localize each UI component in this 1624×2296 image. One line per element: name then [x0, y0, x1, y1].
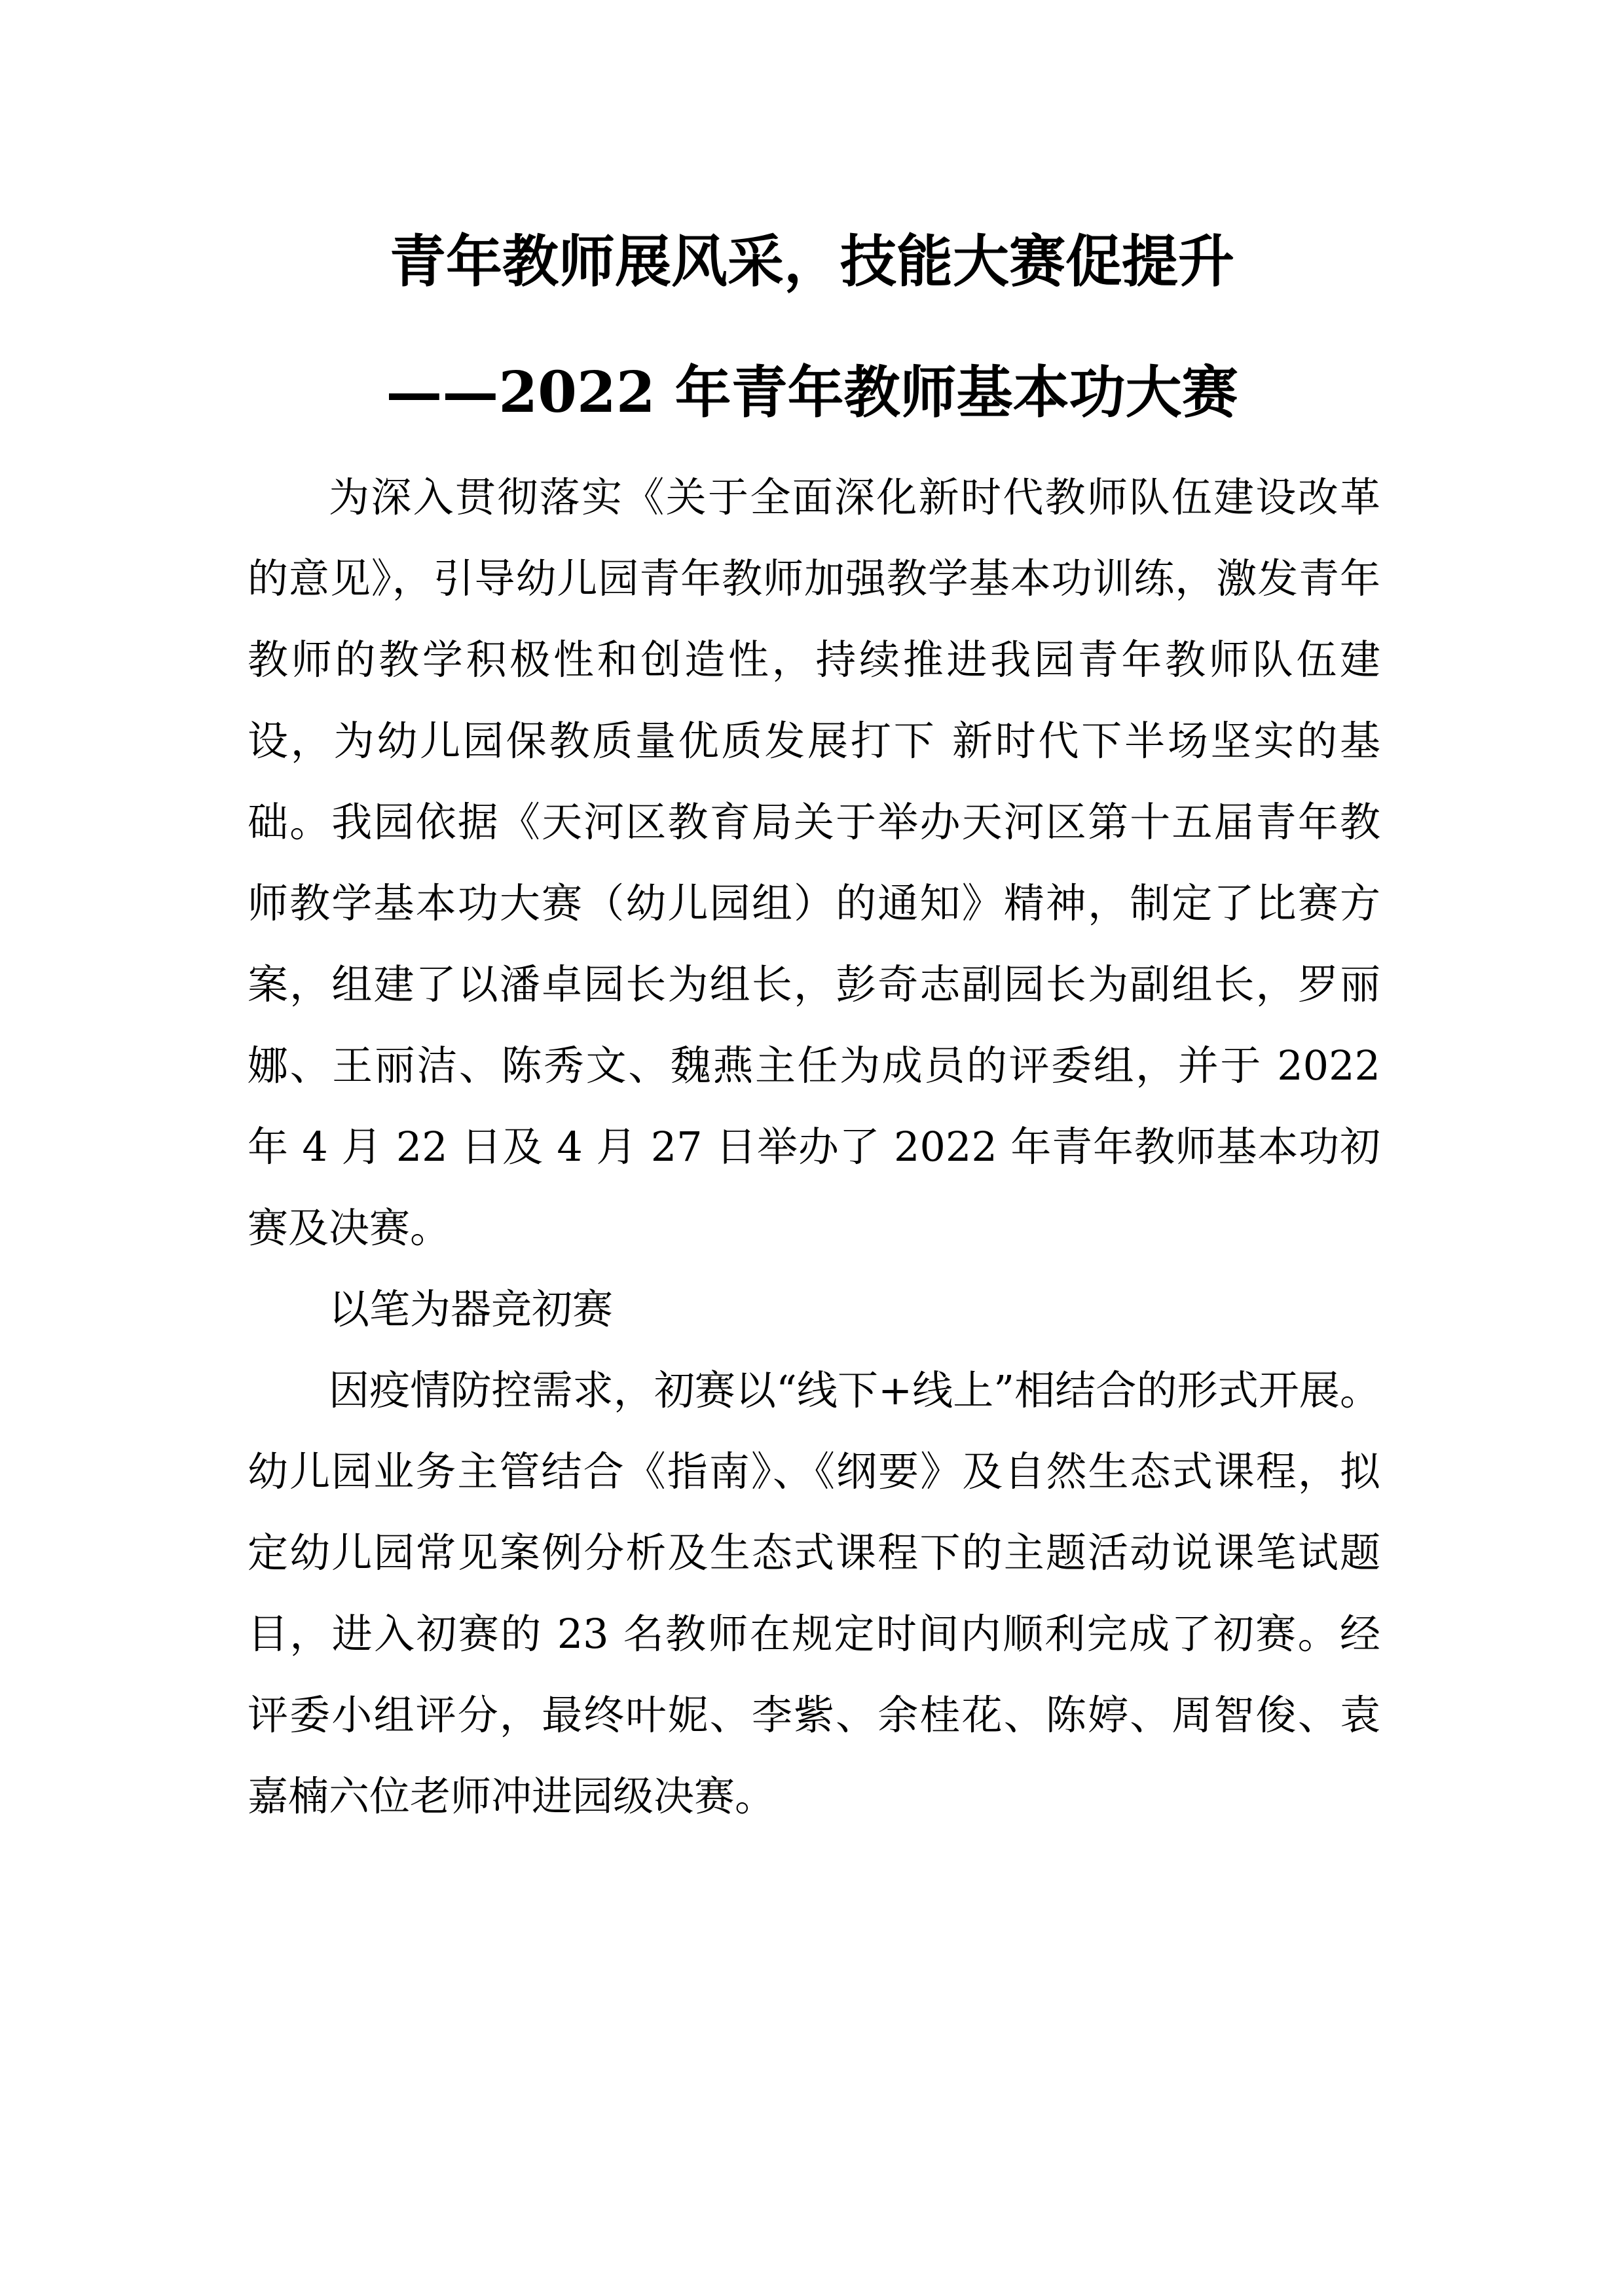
paragraph-preliminary: 因疫情防控需求，初赛以“线下+线上”相结合的形式开展。幼儿园业务主管结合《指南》、《纲要》及自然生态式课程，拟定幼儿园常见案例分析及生态式课程下的主题活动说课笔试题目，进入初赛的 23 名教师在规定时间内顺利完成了初赛。经评委小组评分，最终叶妮、李紫、余桂花、陈婷、周智俊、袁嘉楠六位老师冲进园级决赛。: [248, 1366, 1380, 1820]
document-body: [248, 457, 1380, 1837]
document-subtitle: ——2022 年青年教师基本功大赛: [386, 359, 1238, 426]
paragraph-intro: 为深入贯彻落实《关于全面深化新时代教师队伍建设改革的意见》，引导幼儿园青年教师加强教学基本功训练，激发青年教师的教学积极性和创造性，持续推进我园青年教师队伍建设，为幼儿园保教质量优质发展打下 新时代下半场坚实的基础。我园依据《天河区教育局关于举办天河区第十五届青年教师教学基本功大赛（幼儿园组）的通知》精神，制定了比赛方案，组建了以潘卓园长为组长，彭奇志副园长为副组长，罗丽娜、王丽洁、陈秀文、魏燕主任为成员的评委组，并于 2022 年 4 月 22 日及 4 月 27 日举办了 2022 年青年教师基本功初赛及决赛。: [248, 473, 1380, 1252]
section-heading-preliminary: 以笔为器竞初赛: [329, 1285, 614, 1333]
document-title: 青年教师展风采，技能大赛促提升: [390, 228, 1234, 295]
